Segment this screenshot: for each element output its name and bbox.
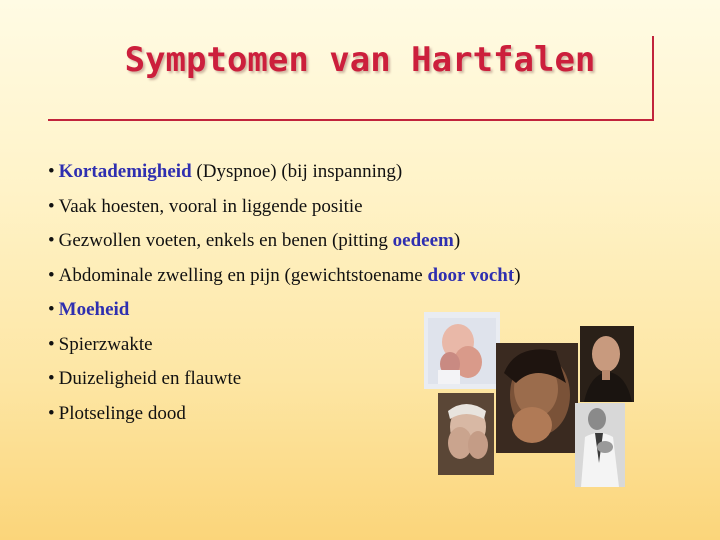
bullet-marker: • [48, 264, 55, 286]
item-text: Spierzwakte [58, 333, 153, 355]
title-underline [48, 119, 654, 121]
list-item [48, 155, 521, 190]
list-item [48, 224, 521, 259]
item-highlight: Moeheid [58, 299, 130, 320]
bullet-marker: • [48, 402, 55, 424]
item-highlight: oedeem [392, 230, 454, 251]
item-tail: ) [514, 264, 521, 286]
item-highlight: door vocht [427, 264, 515, 286]
item-text: Plotselinge dood [58, 402, 186, 424]
photo-woman-distressed [496, 343, 578, 453]
item-highlight: Kortademigheid [58, 161, 192, 182]
bullet-marker: • [48, 195, 55, 217]
bullet-marker: • [48, 161, 55, 182]
photo-man-chest-pain [575, 403, 625, 487]
slide-title: Symptomen van Hartfalen [124, 40, 596, 80]
bullet-marker: • [48, 333, 55, 355]
photo-man-tired [580, 326, 634, 402]
item-text: Duizeligheid en flauwte [58, 368, 242, 389]
bullet-marker: • [48, 230, 55, 251]
item-tail: ) [453, 230, 461, 251]
bullet-marker: • [48, 368, 55, 389]
bullet-marker: • [48, 299, 55, 320]
item-text: Abdominale zwelling en pijn (gewichtstoename [58, 264, 428, 286]
item-text: Gezwollen voeten, enkels en benen (pitting [58, 230, 393, 251]
photo-woman-hand-on-face [424, 312, 500, 389]
list-item [48, 190, 521, 225]
list-item [48, 259, 521, 294]
photo-elderly-hands-on-face [438, 393, 494, 475]
title-side-rule [652, 36, 654, 121]
item-text: Vaak hoesten, vooral in liggende positie [58, 195, 363, 217]
item-text: (Dyspnoe) (bij inspanning) [191, 161, 403, 182]
symptom-list [48, 155, 521, 431]
